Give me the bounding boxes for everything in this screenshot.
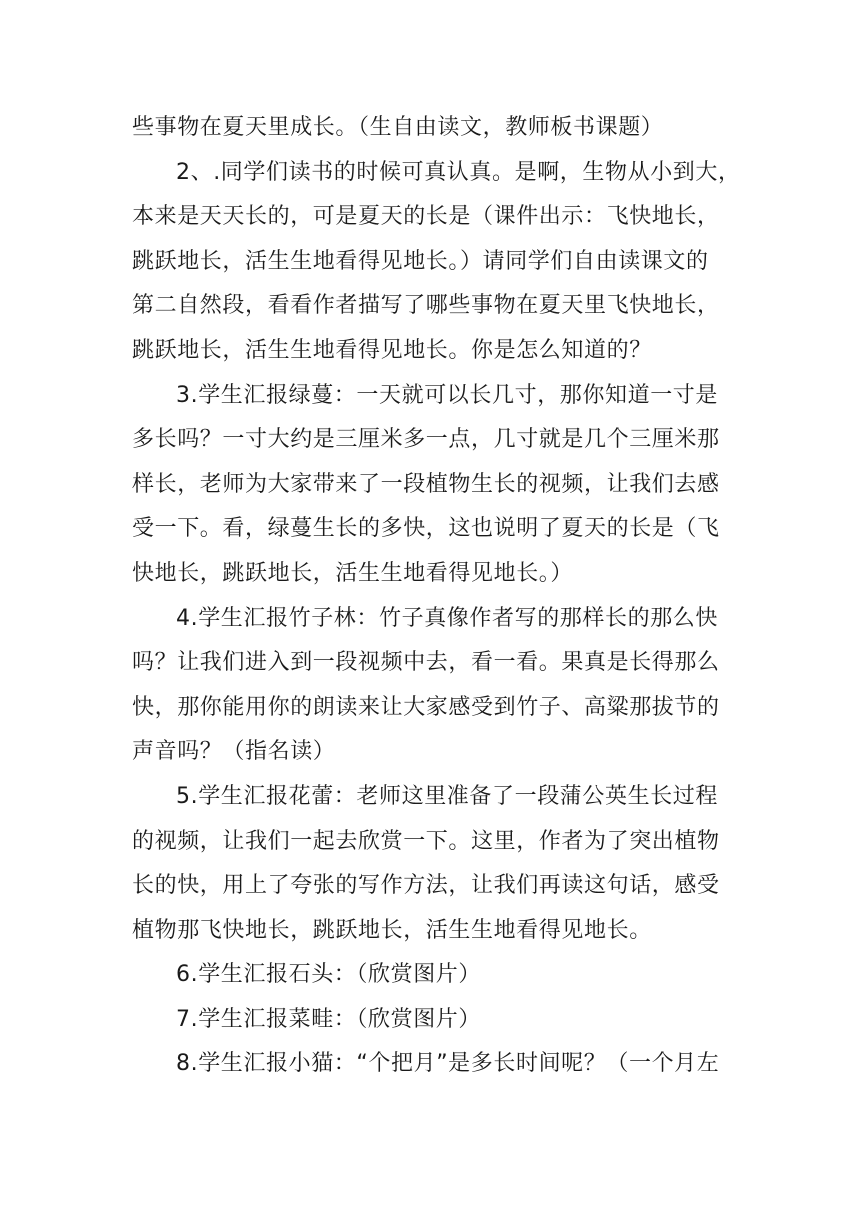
text-line: 声音吗？（指名读） — [132, 739, 336, 765]
text-line: 吗？让我们进入到一段视频中去，看一看。果真是长得那么 — [132, 650, 720, 676]
text-line: 植物那飞快地长，跳跃地长，活生生地看得见地长。 — [132, 917, 652, 943]
text-line: 多长吗？一寸大约是三厘米多一点，几寸就是几个三厘米那 — [132, 427, 720, 453]
text-line: 8.学生汇报小猫：“个把月”是多长时间呢？（一个月左 — [176, 1051, 720, 1077]
text-line: 3.学生汇报绿蔓：一天就可以长几寸，那你知道一寸是 — [176, 382, 718, 408]
text-line: 跳跃地长，活生生地看得见地长。你是怎么知道的？ — [132, 337, 652, 363]
text-line: 7.学生汇报菜畦：（欣赏图片） — [176, 1006, 481, 1032]
text-line: 第二自然段，看看作者描写了哪些事物在夏天里飞快地长， — [132, 293, 720, 319]
text-line: 快地长，跳跃地长，活生生地看得见地长。） — [132, 560, 574, 586]
text-line: 长的快，用上了夸张的写作方法，让我们再读这句话，感受 — [132, 873, 720, 899]
text-line: 快，那你能用你的朗读来让大家感受到竹子、高粱那拔节的 — [132, 694, 720, 720]
text-line: 5.学生汇报花蕾：老师这里准备了一段蒲公英生长过程 — [176, 783, 718, 809]
text-line: 2、.同学们读书的时候可真认真。是啊，生物从小到大， — [176, 159, 741, 185]
text-line: 4.学生汇报竹子林：竹子真像作者写的那样长的那么快 — [176, 605, 718, 631]
text-line: 的视频，让我们一起去欣赏一下。这里，作者为了突出植物 — [132, 828, 720, 854]
text-line: 样长，老师为大家带来了一段植物生长的视频，让我们去感 — [132, 471, 720, 497]
text-line: 6.学生汇报石头：（欣赏图片） — [176, 962, 481, 988]
text-line: 受一下。看，绿蔓生长的多快，这也说明了夏天的长是（飞 — [132, 516, 720, 542]
text-line: 本来是天天长的，可是夏天的长是（课件出示：飞快地长， — [132, 204, 720, 230]
text-line: 些事物在夏天里成长。（生自由读文，教师板书课题） — [132, 115, 664, 140]
document-body — [132, 106, 741, 1087]
text-line: 跳跃地长，活生生地看得见地长。）请同学们自由读课文的 — [132, 248, 709, 274]
